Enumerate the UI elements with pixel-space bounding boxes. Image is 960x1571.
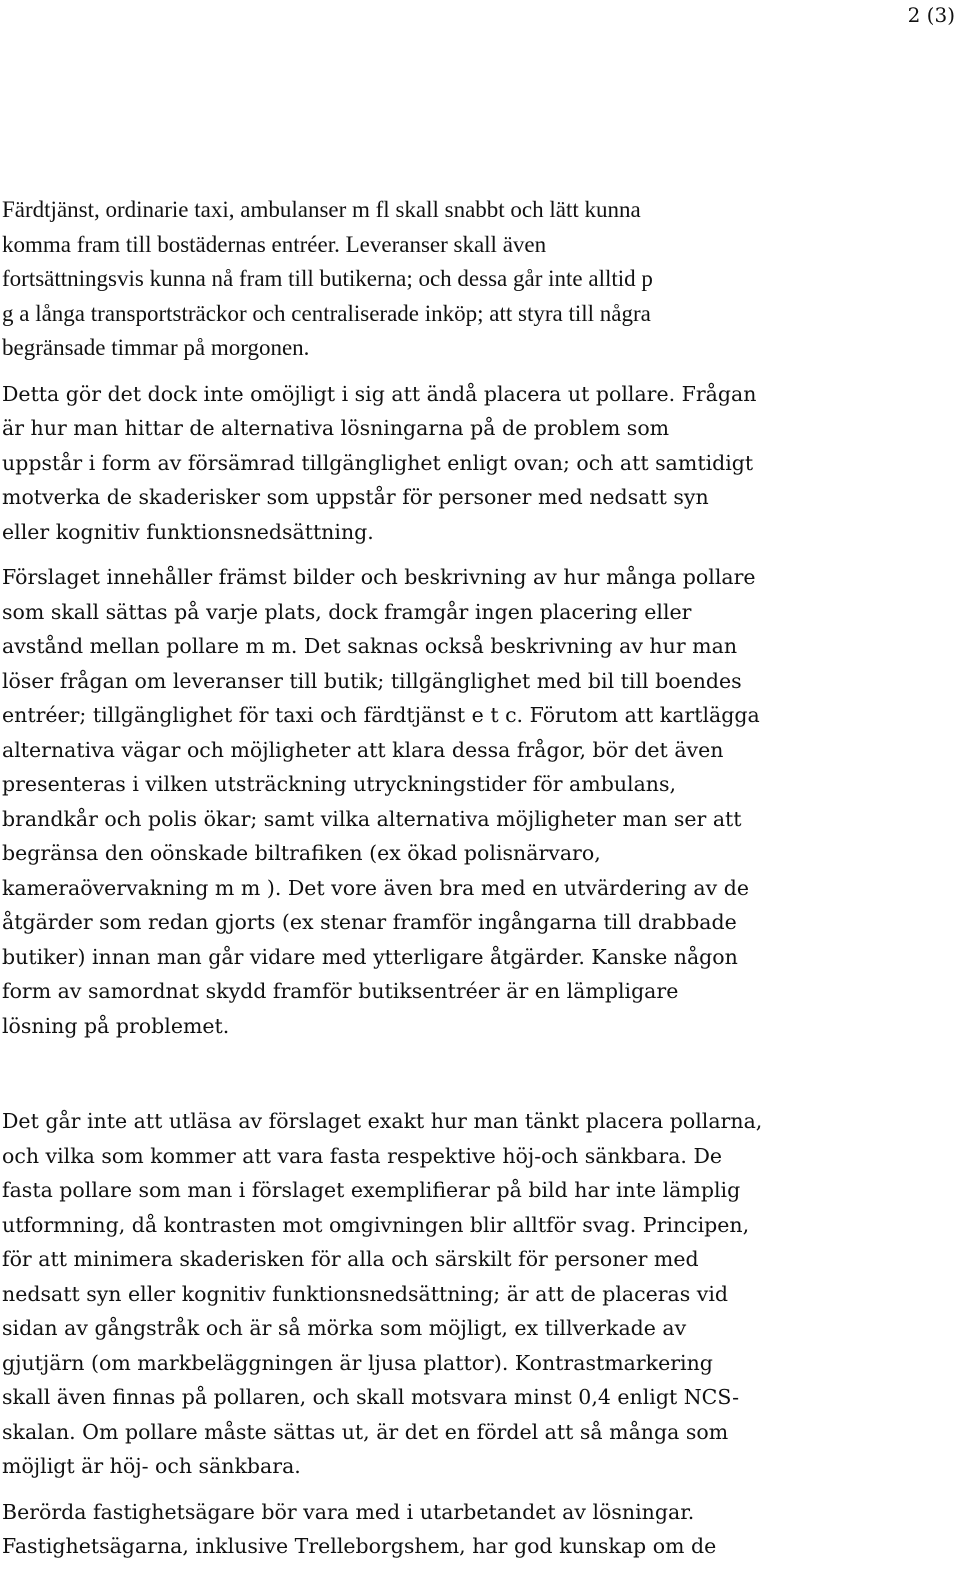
- paragraph-spacer: [2, 1043, 922, 1104]
- text-line: fasta pollare som man i förslaget exemplifierar på bild har inte lämplig: [2, 1178, 741, 1202]
- text-line: komma fram till bostädernas entréer. Leveranser skall även: [2, 231, 547, 257]
- text-line: Detta gör det dock inte omöjligt i sig att ändå placera ut pollare. Frågan: [2, 381, 757, 406]
- text-line: begränsade timmar på morgonen.: [2, 335, 310, 360]
- text-line: brandkår och polis ökar; samt vilka alternativa möjligheter man ser att: [2, 806, 742, 831]
- text-line: sidan av gångstråk och är så mörka som möjligt, ex tillverkade av: [2, 1316, 687, 1340]
- text-line: skall även finnas på pollaren, och skall motsvara minst 0,4 enligt NCS-: [2, 1385, 740, 1409]
- paragraph-property-owners: [2, 1495, 922, 1564]
- text-line: löser frågan om leveranser till butik; tillgänglighet med bil till boendes: [2, 668, 742, 693]
- text-line: butiker) innan man går vidare med ytterligare åtgärder. Kanske någon: [2, 944, 738, 969]
- paragraph-proposal-content: [2, 560, 922, 1043]
- paragraph-spacer: [2, 366, 922, 377]
- text-line: form av samordnat skydd framför butiksentréer är en lämpligare: [2, 979, 679, 1003]
- text-line: entréer; tillgänglighet för taxi och färdtjänst e t c. Förutom att kartlägga: [2, 703, 760, 727]
- document-body: [2, 193, 922, 1564]
- text-line: åtgärder som redan gjorts (ex stenar framför ingångarna till drabbade: [2, 910, 737, 934]
- paragraph-bollard-placement: [2, 1104, 922, 1484]
- text-line: presenteras i vilken utsträckning utryckningstider för ambulans,: [2, 772, 677, 796]
- text-line: är hur man hittar de alternativa lösningarna på de problem som: [2, 416, 670, 440]
- text-line: Fastighetsägarna, inklusive Trelleborgshem, har god kunskap om de: [2, 1534, 717, 1558]
- paragraph-bollard-question: [2, 377, 922, 550]
- text-line: alternativa vägar och möjligheter att klara dessa frågor, bör det även: [2, 737, 724, 762]
- paragraph-spacer: [2, 1484, 922, 1495]
- paragraph-emergency-access: [2, 193, 922, 366]
- text-line: kameraövervakning m m ). Det vore även bra med en utvärdering av de: [2, 875, 749, 900]
- text-line: lösning på problemet.: [2, 1013, 230, 1038]
- text-line: motverka de skaderisker som uppstår för personer med nedsatt syn: [2, 485, 709, 509]
- text-line: som skall sättas på varje plats, dock framgår ingen placering eller: [2, 599, 692, 624]
- text-line: Förslaget innehåller främst bilder och beskrivning av hur många pollare: [2, 565, 756, 589]
- text-line: Färdtjänst, ordinarie taxi, ambulanser m fl skall snabbt och lätt kunna: [2, 197, 641, 222]
- text-line: nedsatt syn eller kognitiv funktionsnedsättning; är att de placeras vid: [2, 1281, 729, 1306]
- text-line: Berörda fastighetsägare bör vara med i utarbetandet av lösningar.: [2, 1499, 695, 1524]
- text-line: uppstår i form av försämrad tillgänglighet enligt ovan; och att samtidigt: [2, 450, 754, 475]
- text-line: eller kognitiv funktionsnedsättning.: [2, 519, 374, 544]
- page-number: 2 (3): [907, 3, 955, 27]
- text-line: utformning, då kontrasten mot omgivningen blir alltför svag. Principen,: [2, 1212, 750, 1237]
- text-line: skalan. Om pollare måste sättas ut, är det en fördel att så många som: [2, 1419, 729, 1444]
- text-line: gjutjärn (om markbeläggningen är ljusa plattor). Kontrastmarkering: [2, 1350, 713, 1375]
- text-line: för att minimera skaderisken för alla och särskilt för personer med: [2, 1247, 699, 1271]
- text-line: möjligt är höj- och sänkbara.: [2, 1454, 301, 1478]
- text-line: och vilka som kommer att vara fasta respektive höj-och sänkbara. De: [2, 1143, 723, 1168]
- text-line: begränsa den oönskade biltrafiken (ex ökad polisnärvaro,: [2, 841, 601, 865]
- text-line: Det går inte att utläsa av förslaget exakt hur man tänkt placera pollarna,: [2, 1109, 763, 1133]
- text-line: g a långa transportsträckor och centraliserade inköp; att styra till några: [2, 300, 651, 326]
- paragraph-spacer: [2, 549, 922, 560]
- text-line: fortsättningsvis kunna nå fram till butikerna; och dessa går inte alltid p: [2, 266, 653, 291]
- text-line: avstånd mellan pollare m m. Det saknas också beskrivning av hur man: [2, 634, 738, 658]
